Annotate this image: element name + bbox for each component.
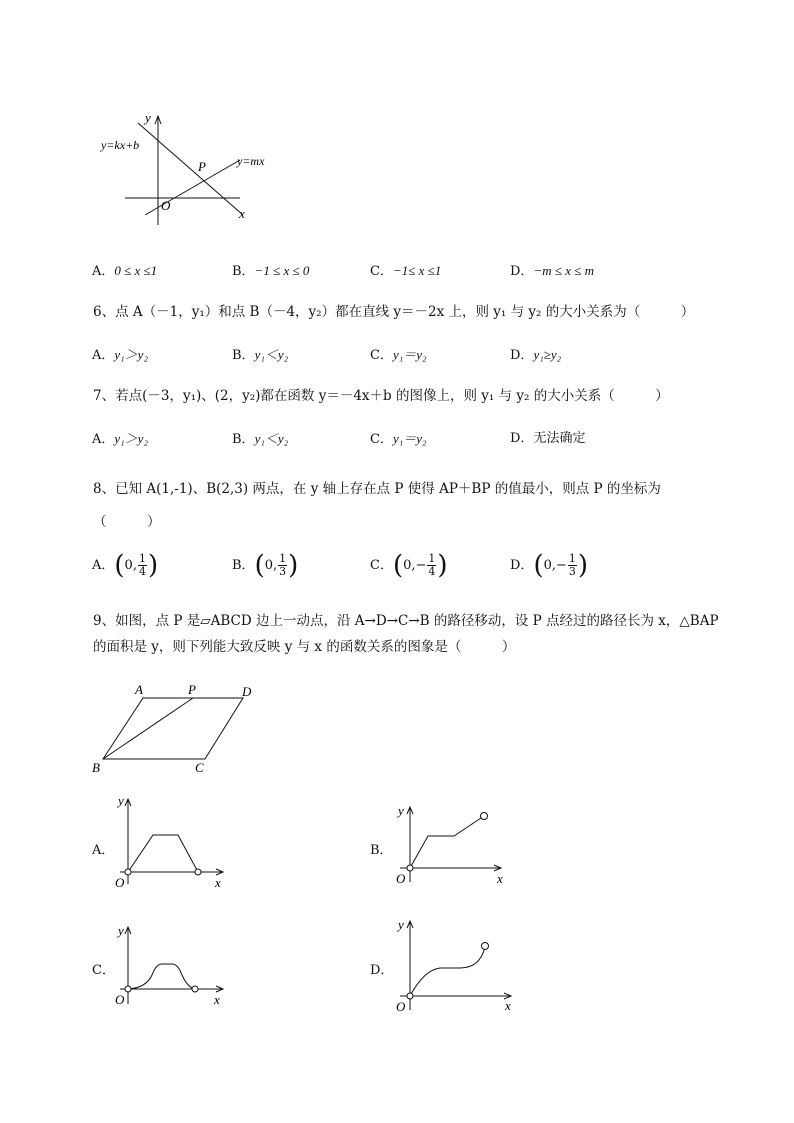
option-text: y₁＜y₂ bbox=[254, 347, 289, 362]
fraction bbox=[138, 553, 147, 578]
q8-question: 8、已知 A(1,-1)、B(2,3) 两点，在 y 轴上存在点 P 使得 AP＋BP 的值最小，则点 P 的坐标为 bbox=[93, 481, 661, 497]
option-letter: D． bbox=[510, 264, 534, 279]
option-letter: A． bbox=[92, 843, 115, 858]
option-text: y₁＞y₂ bbox=[114, 431, 148, 446]
option-letter: D． bbox=[510, 348, 534, 363]
segment-bp bbox=[103, 698, 193, 759]
graph-origin: O bbox=[396, 871, 406, 886]
graph-open-point-end bbox=[482, 943, 489, 950]
q5-y-label: y bbox=[145, 110, 151, 125]
q5-line-kxb bbox=[138, 123, 243, 215]
option-letter: A． bbox=[92, 432, 115, 447]
q8-option-d[interactable] bbox=[510, 550, 589, 581]
graph-origin: O bbox=[115, 992, 125, 1007]
q5-line1-label: y=kx+b bbox=[101, 138, 140, 152]
q5-line2-label: y=mx bbox=[237, 154, 265, 168]
option-text: −m ≤ x ≤ m bbox=[533, 263, 595, 278]
q8-option-c[interactable] bbox=[370, 550, 448, 581]
q7-option-b[interactable] bbox=[232, 430, 288, 449]
option-letter: A． bbox=[92, 348, 115, 363]
q6-option-b[interactable] bbox=[232, 346, 288, 365]
option-text: 无法确定 bbox=[533, 431, 586, 446]
option-text: 0 ≤ x ≤1 bbox=[114, 263, 158, 278]
denominator: 4 bbox=[138, 565, 146, 578]
option-text: 0, bbox=[124, 558, 137, 573]
q5-option-d[interactable] bbox=[510, 262, 594, 281]
option-text: y₁≥y₂ bbox=[533, 347, 562, 362]
left-paren: ( bbox=[114, 550, 125, 581]
graph-y-label: y bbox=[118, 793, 124, 808]
left-paren: ( bbox=[533, 550, 544, 581]
denominator: 3 bbox=[568, 565, 576, 578]
option-text: 0, bbox=[264, 558, 278, 573]
option-text: −1≤ x ≤1 bbox=[392, 263, 442, 278]
graph-x-label: x bbox=[497, 871, 503, 886]
q5-x-label: x bbox=[239, 206, 245, 221]
graph-open-point-end bbox=[481, 813, 488, 820]
graph-x-label: x bbox=[214, 992, 220, 1007]
option-letter: A． bbox=[92, 558, 115, 573]
option-letter: B． bbox=[370, 843, 393, 858]
option-letter: C． bbox=[370, 264, 393, 279]
option-letter: A． bbox=[92, 264, 115, 279]
option-letter: D． bbox=[510, 558, 534, 573]
graph-open-point-start bbox=[407, 865, 413, 871]
option-text: y₁＝y₂ bbox=[392, 431, 427, 446]
q9-graph-c[interactable] bbox=[110, 918, 235, 1008]
q9-graph-a[interactable] bbox=[110, 790, 235, 890]
graph-open-point-end bbox=[195, 869, 201, 875]
option-letter: B． bbox=[232, 432, 255, 447]
graph-y-label: y bbox=[398, 917, 404, 932]
q5-option-b[interactable] bbox=[232, 262, 309, 281]
q8-option-a[interactable] bbox=[92, 550, 159, 581]
left-paren: ( bbox=[392, 550, 404, 581]
option-letter: B． bbox=[232, 348, 255, 363]
q6-option-a[interactable] bbox=[92, 346, 148, 365]
q5-point-p: P bbox=[198, 159, 206, 174]
vertex-p: P bbox=[188, 682, 196, 697]
option-text: y₁＜y₂ bbox=[254, 431, 289, 446]
graph-curve bbox=[410, 947, 485, 996]
option-letter: C． bbox=[92, 963, 115, 978]
graph-curve bbox=[128, 964, 195, 989]
graph-x-label: x bbox=[505, 998, 511, 1013]
q9-parallelogram-figure bbox=[88, 680, 263, 778]
graph-curve bbox=[410, 816, 484, 868]
q9-graph-b[interactable] bbox=[388, 798, 513, 888]
graph-open-point-start bbox=[125, 869, 131, 875]
graph-open-point-start bbox=[407, 993, 413, 999]
q7-option-c[interactable] bbox=[370, 430, 427, 449]
q9-question-line2: 的面积是 y，则下列能大致反映 y 与 x 的函数关系的图象是（ ） bbox=[93, 639, 516, 655]
graph-y-label: y bbox=[398, 803, 404, 818]
q5-option-c[interactable] bbox=[370, 262, 441, 281]
vertex-d: D bbox=[242, 684, 252, 699]
graph-open-point-end bbox=[192, 986, 198, 992]
option-letter: B． bbox=[232, 558, 255, 573]
graph-x-label: x bbox=[215, 875, 221, 890]
vertex-b: B bbox=[92, 760, 100, 775]
option-letter: B． bbox=[232, 264, 255, 279]
fraction bbox=[278, 553, 287, 578]
q9-question-line1: 9、如图，点 P 是▱ABCD 边上一动点，沿 A→D→C→B 的路径移动，设 P 点经过的路径长为 x，△BAP bbox=[93, 613, 719, 629]
left-paren: ( bbox=[254, 550, 265, 581]
option-text: y₁＞y₂ bbox=[114, 347, 148, 362]
graph-origin: O bbox=[115, 875, 125, 890]
numerator: 1 bbox=[428, 552, 436, 565]
fraction bbox=[427, 553, 436, 578]
right-paren: ) bbox=[147, 550, 159, 581]
option-letter: C． bbox=[370, 348, 393, 363]
option-letter: C． bbox=[370, 558, 393, 573]
denominator: 3 bbox=[279, 565, 287, 578]
option-letter: D． bbox=[510, 431, 534, 446]
graph-curve bbox=[128, 835, 198, 872]
vertex-a: A bbox=[135, 682, 143, 697]
right-paren: ) bbox=[288, 550, 299, 581]
q7-option-d[interactable] bbox=[510, 430, 585, 448]
q5-option-a[interactable] bbox=[92, 262, 157, 281]
option-letter: C． bbox=[370, 432, 393, 447]
option-letter: D． bbox=[370, 963, 394, 978]
option-text: −1 ≤ x ≤ 0 bbox=[254, 263, 310, 278]
right-paren: ) bbox=[577, 550, 589, 581]
graph-y-label: y bbox=[118, 923, 124, 938]
q5-origin: O bbox=[161, 198, 171, 213]
q8-option-b[interactable] bbox=[232, 550, 299, 581]
q9-graph-d[interactable] bbox=[388, 912, 518, 1017]
vertex-c: C bbox=[195, 760, 204, 775]
fraction bbox=[568, 553, 577, 578]
parallelogram-abcd bbox=[103, 698, 243, 759]
option-text: 0,− bbox=[543, 558, 567, 573]
numerator: 1 bbox=[568, 552, 576, 565]
q6-question: 6、点 A（－1，y₁）和点 B（－4，y₂）都在直线 y＝－2x 上，则 y₁ 与 y₂ 的大小关系为（ ） bbox=[93, 304, 695, 320]
denominator: 4 bbox=[428, 565, 436, 578]
numerator: 1 bbox=[138, 552, 146, 565]
q6-option-d[interactable] bbox=[510, 346, 561, 365]
option-text: 0,− bbox=[403, 558, 427, 573]
q5-line-mx bbox=[145, 160, 240, 215]
q7-option-a[interactable] bbox=[92, 430, 148, 449]
graph-open-point-start bbox=[125, 986, 131, 992]
option-text: y₁＝y₂ bbox=[392, 347, 427, 362]
right-paren: ) bbox=[437, 550, 448, 581]
graph-origin: O bbox=[396, 999, 406, 1014]
q7-question: 7、若点(－3，y₁)、(2，y₂)都在函数 y＝－4x＋b 的图像上，则 y₁ 与 y₂ 的大小关系（ ） bbox=[93, 388, 669, 404]
numerator: 1 bbox=[279, 552, 287, 565]
q6-option-c[interactable] bbox=[370, 346, 427, 365]
q5-figure bbox=[95, 105, 285, 230]
q8-answer-blank: （ ） bbox=[93, 514, 161, 530]
